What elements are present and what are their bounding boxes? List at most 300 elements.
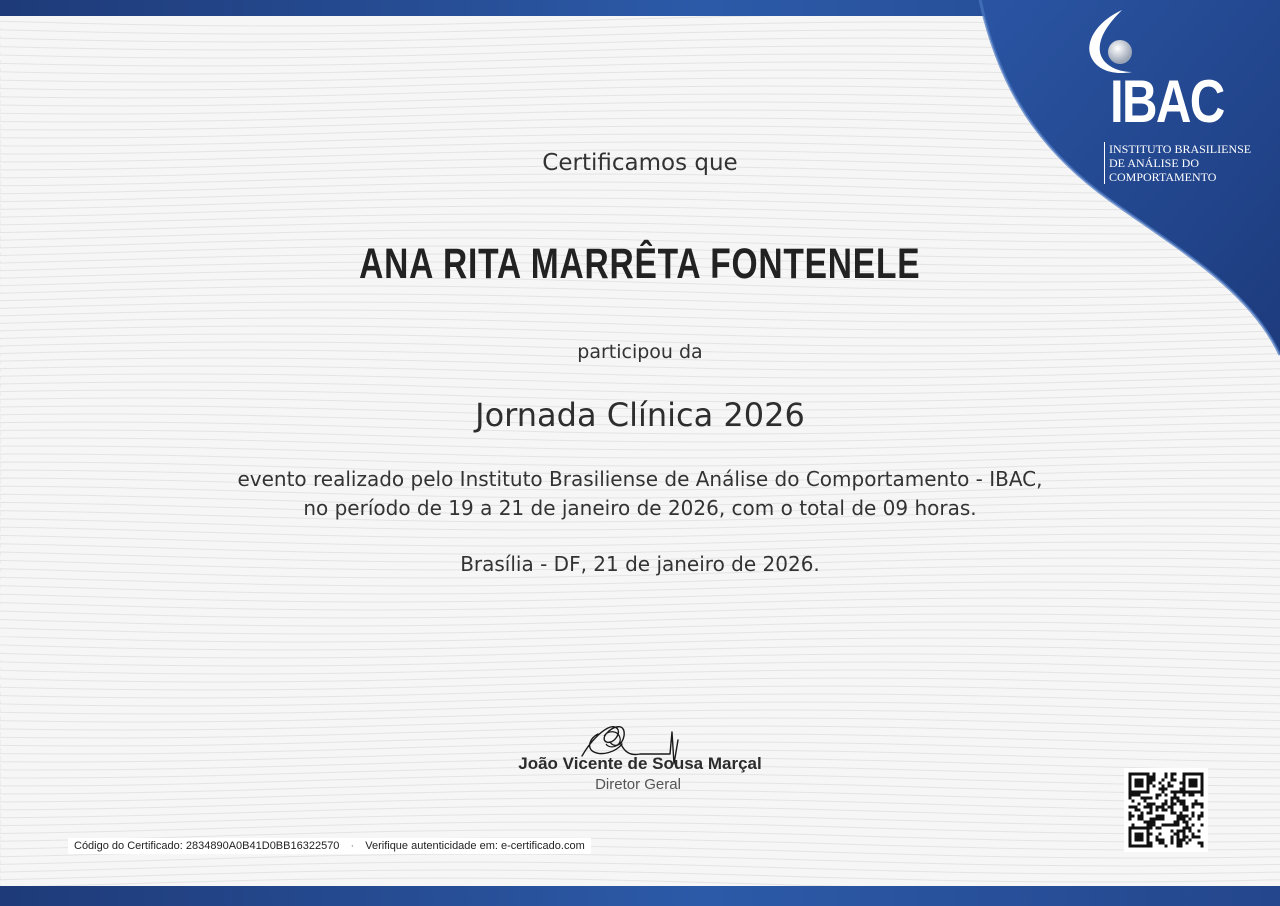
qr-module xyxy=(1129,773,1132,776)
qr-module xyxy=(1183,839,1186,842)
qr-module xyxy=(1201,824,1204,827)
qr-module xyxy=(1168,785,1171,788)
qr-module xyxy=(1183,788,1186,791)
qr-module xyxy=(1153,821,1156,824)
qr-module xyxy=(1174,803,1177,806)
place-and-date: Brasília - DF, 21 de janeiro de 2026. xyxy=(460,552,820,576)
qr-module xyxy=(1159,788,1162,791)
qr-module xyxy=(1177,797,1180,800)
recipient-name-text: ANA RITA MARRÊTA FONTENELE xyxy=(359,240,921,288)
qr-module xyxy=(1183,803,1186,806)
qr-module xyxy=(1138,815,1141,818)
qr-module xyxy=(1135,785,1138,788)
qr-module xyxy=(1177,815,1180,818)
qr-module xyxy=(1171,836,1174,839)
footer-separator: · xyxy=(350,840,355,852)
qr-module xyxy=(1141,782,1144,785)
qr-module xyxy=(1162,803,1165,806)
qr-module xyxy=(1138,794,1141,797)
qr-module xyxy=(1162,779,1165,782)
qr-module xyxy=(1150,803,1153,806)
qr-module xyxy=(1135,794,1138,797)
qr-module xyxy=(1180,830,1183,833)
qr-module xyxy=(1138,833,1141,836)
qr-module xyxy=(1135,779,1138,782)
qr-module xyxy=(1186,827,1189,830)
qr-module xyxy=(1183,806,1186,809)
qr-module xyxy=(1159,839,1162,842)
qr-module xyxy=(1177,845,1180,848)
qr-module xyxy=(1129,845,1132,848)
qr-module xyxy=(1138,818,1141,821)
qr-module xyxy=(1129,812,1132,815)
qr-module xyxy=(1174,824,1177,827)
qr-module xyxy=(1153,803,1156,806)
event-name: Jornada Clínica 2026 xyxy=(475,396,805,434)
qr-module xyxy=(1201,803,1204,806)
qr-module xyxy=(1162,824,1165,827)
qr-module xyxy=(1150,809,1153,812)
qr-module xyxy=(1165,794,1168,797)
qr-module xyxy=(1201,812,1204,815)
qr-module xyxy=(1171,809,1174,812)
qr-module xyxy=(1150,845,1153,848)
qr-module xyxy=(1141,833,1144,836)
qr-module xyxy=(1171,791,1174,794)
qr-module xyxy=(1153,824,1156,827)
qr-module xyxy=(1138,836,1141,839)
qr-module xyxy=(1138,782,1141,785)
qr-module xyxy=(1147,806,1150,809)
qr-module xyxy=(1129,842,1132,845)
qr-module xyxy=(1180,842,1183,845)
qr-module xyxy=(1144,827,1147,830)
qr-module xyxy=(1192,806,1195,809)
qr-module xyxy=(1159,782,1162,785)
qr-module xyxy=(1183,836,1186,839)
qr-module xyxy=(1162,818,1165,821)
qr-module xyxy=(1180,812,1183,815)
qr-module xyxy=(1180,782,1183,785)
qr-module xyxy=(1138,809,1141,812)
qr-module xyxy=(1135,839,1138,842)
qr-module xyxy=(1174,833,1177,836)
qr-module xyxy=(1162,788,1165,791)
qr-module xyxy=(1177,830,1180,833)
qr-module xyxy=(1132,791,1135,794)
qr-module xyxy=(1189,779,1192,782)
qr-module xyxy=(1147,785,1150,788)
qr-module xyxy=(1183,830,1186,833)
qr-module xyxy=(1171,812,1174,815)
qr-module xyxy=(1150,824,1153,827)
qr-module xyxy=(1132,827,1135,830)
qr-module xyxy=(1177,839,1180,842)
qr-module xyxy=(1195,800,1198,803)
qr-module xyxy=(1201,842,1204,845)
qr-module xyxy=(1162,785,1165,788)
qr-module xyxy=(1135,809,1138,812)
qr-module xyxy=(1156,806,1159,809)
qr-module xyxy=(1147,797,1150,800)
signer-name: João Vicente de Sousa Marçal xyxy=(518,754,762,773)
qr-module xyxy=(1171,830,1174,833)
qr-module xyxy=(1165,824,1168,827)
qr-module xyxy=(1153,773,1156,776)
qr-module xyxy=(1192,782,1195,785)
qr-module xyxy=(1183,776,1186,779)
qr-module xyxy=(1183,794,1186,797)
logo-subtitle-line: INSTITUTO BRASILIENSE xyxy=(1109,142,1252,156)
qr-module xyxy=(1201,782,1204,785)
qr-module xyxy=(1165,809,1168,812)
qr-module xyxy=(1183,815,1186,818)
qr-module xyxy=(1138,773,1141,776)
qr-module xyxy=(1183,785,1186,788)
qr-module xyxy=(1129,839,1132,842)
qr-module xyxy=(1180,803,1183,806)
qr-module xyxy=(1156,836,1159,839)
qr-module xyxy=(1129,776,1132,779)
qr-module xyxy=(1147,782,1150,785)
qr-module xyxy=(1129,788,1132,791)
qr-module xyxy=(1186,836,1189,839)
qr-module xyxy=(1135,845,1138,848)
qr-module xyxy=(1144,773,1147,776)
qr-module xyxy=(1129,815,1132,818)
qr-module xyxy=(1147,788,1150,791)
qr-module xyxy=(1180,791,1183,794)
qr-module xyxy=(1141,812,1144,815)
qr-module xyxy=(1183,782,1186,785)
qr-module xyxy=(1174,773,1177,776)
qr-module xyxy=(1174,794,1177,797)
participation-text: participou da xyxy=(577,341,703,363)
qr-module xyxy=(1171,800,1174,803)
qr-module xyxy=(1201,845,1204,848)
qr-module xyxy=(1180,818,1183,821)
qr-module xyxy=(1198,815,1201,818)
qr-module xyxy=(1201,794,1204,797)
certificate-intro: Certificamos que xyxy=(542,150,738,176)
verify-link[interactable]: Verifique autenticidade em: e-certificado.com xyxy=(365,840,585,852)
qr-module xyxy=(1159,842,1162,845)
qr-module xyxy=(1183,827,1186,830)
qr-module xyxy=(1174,779,1177,782)
qr-module xyxy=(1129,794,1132,797)
qr-module xyxy=(1141,773,1144,776)
qr-module xyxy=(1198,818,1201,821)
qr-module xyxy=(1162,842,1165,845)
qr-module xyxy=(1150,779,1153,782)
signer-role: Diretor Geral xyxy=(595,776,681,793)
qr-module xyxy=(1129,797,1132,800)
qr-module xyxy=(1147,779,1150,782)
qr-module xyxy=(1141,791,1144,794)
qr-module xyxy=(1180,788,1183,791)
recipient-name xyxy=(0,240,1280,289)
qr-module xyxy=(1189,830,1192,833)
qr-module xyxy=(1150,818,1153,821)
qr-module xyxy=(1168,806,1171,809)
bottom-brand-bar xyxy=(0,886,1280,906)
qr-module xyxy=(1138,785,1141,788)
qr-module xyxy=(1189,794,1192,797)
qr-module xyxy=(1141,797,1144,800)
qr-module xyxy=(1147,830,1150,833)
qr-module xyxy=(1141,827,1144,830)
qr-module xyxy=(1150,782,1153,785)
qr-module xyxy=(1171,803,1174,806)
qr-module xyxy=(1171,806,1174,809)
qr-module xyxy=(1141,839,1144,842)
qr-module xyxy=(1201,776,1204,779)
qr-module xyxy=(1156,809,1159,812)
qr-module xyxy=(1147,821,1150,824)
qr-module xyxy=(1189,785,1192,788)
qr-module xyxy=(1183,809,1186,812)
qr-module xyxy=(1138,827,1141,830)
qr-module xyxy=(1183,779,1186,782)
qr-module xyxy=(1141,779,1144,782)
qr-module xyxy=(1129,830,1132,833)
qr-module xyxy=(1138,803,1141,806)
qr-module xyxy=(1144,806,1147,809)
qr-module xyxy=(1180,815,1183,818)
qr-module xyxy=(1162,791,1165,794)
logo-subtitle-line: DE ANÁLISE DO xyxy=(1109,156,1199,170)
event-description-line-2: no período de 19 a 21 de janeiro de 2026, com o total de 09 horas. xyxy=(303,496,977,520)
qr-module xyxy=(1138,839,1141,842)
qr-module xyxy=(1144,791,1147,794)
qr-module xyxy=(1183,818,1186,821)
qr-module xyxy=(1186,809,1189,812)
qr-module xyxy=(1129,806,1132,809)
logo-subtitle-line: COMPORTAMENTO xyxy=(1109,170,1217,184)
qr-module xyxy=(1150,833,1153,836)
qr-module xyxy=(1171,773,1174,776)
qr-module xyxy=(1192,836,1195,839)
qr-module xyxy=(1153,818,1156,821)
qr-module xyxy=(1159,806,1162,809)
qr-module xyxy=(1186,806,1189,809)
qr-module xyxy=(1189,818,1192,821)
qr-module xyxy=(1135,791,1138,794)
qr-module xyxy=(1192,773,1195,776)
qr-module xyxy=(1165,788,1168,791)
qr-module xyxy=(1159,818,1162,821)
qr-module xyxy=(1171,785,1174,788)
qr-module xyxy=(1132,806,1135,809)
qr-module xyxy=(1192,812,1195,815)
qr-module xyxy=(1186,842,1189,845)
qr-module xyxy=(1195,773,1198,776)
qr-module xyxy=(1129,782,1132,785)
qr-module xyxy=(1159,827,1162,830)
qr-module xyxy=(1201,785,1204,788)
qr-module xyxy=(1162,806,1165,809)
qr-module xyxy=(1147,827,1150,830)
qr-module xyxy=(1165,803,1168,806)
qr-module xyxy=(1135,836,1138,839)
qr-module xyxy=(1189,791,1192,794)
qr-module xyxy=(1135,773,1138,776)
qr-module xyxy=(1186,815,1189,818)
qr-module xyxy=(1138,779,1141,782)
qr-module xyxy=(1177,791,1180,794)
qr-module xyxy=(1201,779,1204,782)
qr-module xyxy=(1159,833,1162,836)
qr-module xyxy=(1195,791,1198,794)
qr-module xyxy=(1180,800,1183,803)
certificate-footer xyxy=(68,838,591,854)
qr-module xyxy=(1195,785,1198,788)
qr-module xyxy=(1186,773,1189,776)
event-description-line-1: evento realizado pelo Instituto Brasiliense de Análise do Comportamento - IBAC, xyxy=(237,467,1043,491)
qr-module xyxy=(1150,797,1153,800)
qr-module xyxy=(1159,815,1162,818)
qr-module xyxy=(1171,824,1174,827)
qr-module xyxy=(1177,818,1180,821)
qr-module xyxy=(1177,833,1180,836)
qr-module xyxy=(1144,845,1147,848)
qr-module xyxy=(1192,824,1195,827)
qr-module xyxy=(1192,791,1195,794)
qr-module xyxy=(1150,776,1153,779)
qr-module xyxy=(1195,803,1198,806)
qr-module xyxy=(1174,797,1177,800)
qr-module xyxy=(1171,779,1174,782)
qr-module xyxy=(1165,800,1168,803)
qr-module xyxy=(1177,824,1180,827)
qr-module xyxy=(1171,797,1174,800)
qr-module xyxy=(1183,773,1186,776)
qr-module xyxy=(1141,836,1144,839)
qr-module xyxy=(1174,812,1177,815)
qr-module xyxy=(1201,815,1204,818)
qr-module xyxy=(1132,800,1135,803)
qr-module xyxy=(1135,827,1138,830)
qr-module xyxy=(1183,821,1186,824)
qr-module xyxy=(1177,800,1180,803)
qr-module xyxy=(1141,785,1144,788)
qr-module xyxy=(1198,773,1201,776)
qr-module xyxy=(1150,842,1153,845)
qr-module xyxy=(1192,833,1195,836)
certificate-code: Código do Certificado: 2834890A0B41D0BB16322570 xyxy=(74,840,340,852)
qr-module xyxy=(1171,839,1174,842)
qr-module xyxy=(1147,833,1150,836)
qr-module xyxy=(1153,779,1156,782)
qr-module xyxy=(1192,815,1195,818)
qr-module xyxy=(1132,824,1135,827)
qr-module xyxy=(1156,827,1159,830)
logo-wordmark: IBAC xyxy=(1110,68,1224,135)
qr-module xyxy=(1147,791,1150,794)
qr-module xyxy=(1156,794,1159,797)
qr-module xyxy=(1147,824,1150,827)
qr-module xyxy=(1165,773,1168,776)
qr-module xyxy=(1129,836,1132,839)
qr-module xyxy=(1177,836,1180,839)
qr-module xyxy=(1150,806,1153,809)
qr-module xyxy=(1198,842,1201,845)
qr-module xyxy=(1162,815,1165,818)
qr-module xyxy=(1156,839,1159,842)
qr-module xyxy=(1171,776,1174,779)
qr-module xyxy=(1201,773,1204,776)
qr-module xyxy=(1153,776,1156,779)
qr-module xyxy=(1159,794,1162,797)
qr-module xyxy=(1147,773,1150,776)
qr-module xyxy=(1147,836,1150,839)
qr-module xyxy=(1198,836,1201,839)
qr-module xyxy=(1186,791,1189,794)
qr-module xyxy=(1150,812,1153,815)
qr-module xyxy=(1129,818,1132,821)
qr-module xyxy=(1147,812,1150,815)
qr-module xyxy=(1135,833,1138,836)
qr-module xyxy=(1183,800,1186,803)
qr-module xyxy=(1201,791,1204,794)
qr-module xyxy=(1189,773,1192,776)
qr-code-icon[interactable] xyxy=(1124,768,1208,852)
qr-module xyxy=(1174,791,1177,794)
qr-module xyxy=(1147,845,1150,848)
qr-module xyxy=(1138,791,1141,794)
qr-module xyxy=(1183,791,1186,794)
qr-module xyxy=(1147,839,1150,842)
qr-module xyxy=(1189,782,1192,785)
qr-module xyxy=(1147,842,1150,845)
qr-module xyxy=(1180,845,1183,848)
qr-module xyxy=(1174,821,1177,824)
qr-module xyxy=(1153,785,1156,788)
qr-module xyxy=(1180,839,1183,842)
qr-module xyxy=(1192,794,1195,797)
qr-module xyxy=(1201,806,1204,809)
qr-module xyxy=(1162,839,1165,842)
qr-module xyxy=(1198,803,1201,806)
qr-module xyxy=(1132,845,1135,848)
qr-module xyxy=(1177,842,1180,845)
qr-module xyxy=(1195,782,1198,785)
qr-module xyxy=(1141,818,1144,821)
qr-module xyxy=(1147,776,1150,779)
qr-module xyxy=(1129,785,1132,788)
qr-module xyxy=(1192,779,1195,782)
qr-module xyxy=(1129,833,1132,836)
qr-module xyxy=(1192,803,1195,806)
qr-module xyxy=(1135,782,1138,785)
qr-module xyxy=(1195,836,1198,839)
qr-module xyxy=(1156,797,1159,800)
qr-module xyxy=(1129,827,1132,830)
qr-module xyxy=(1141,845,1144,848)
qr-module xyxy=(1168,824,1171,827)
qr-module xyxy=(1144,797,1147,800)
qr-module xyxy=(1165,776,1168,779)
qr-module xyxy=(1156,815,1159,818)
qr-module xyxy=(1165,845,1168,848)
qr-module xyxy=(1171,842,1174,845)
qr-module xyxy=(1147,803,1150,806)
qr-module xyxy=(1186,821,1189,824)
qr-module xyxy=(1144,821,1147,824)
qr-module xyxy=(1132,773,1135,776)
qr-module xyxy=(1168,782,1171,785)
qr-module xyxy=(1162,809,1165,812)
